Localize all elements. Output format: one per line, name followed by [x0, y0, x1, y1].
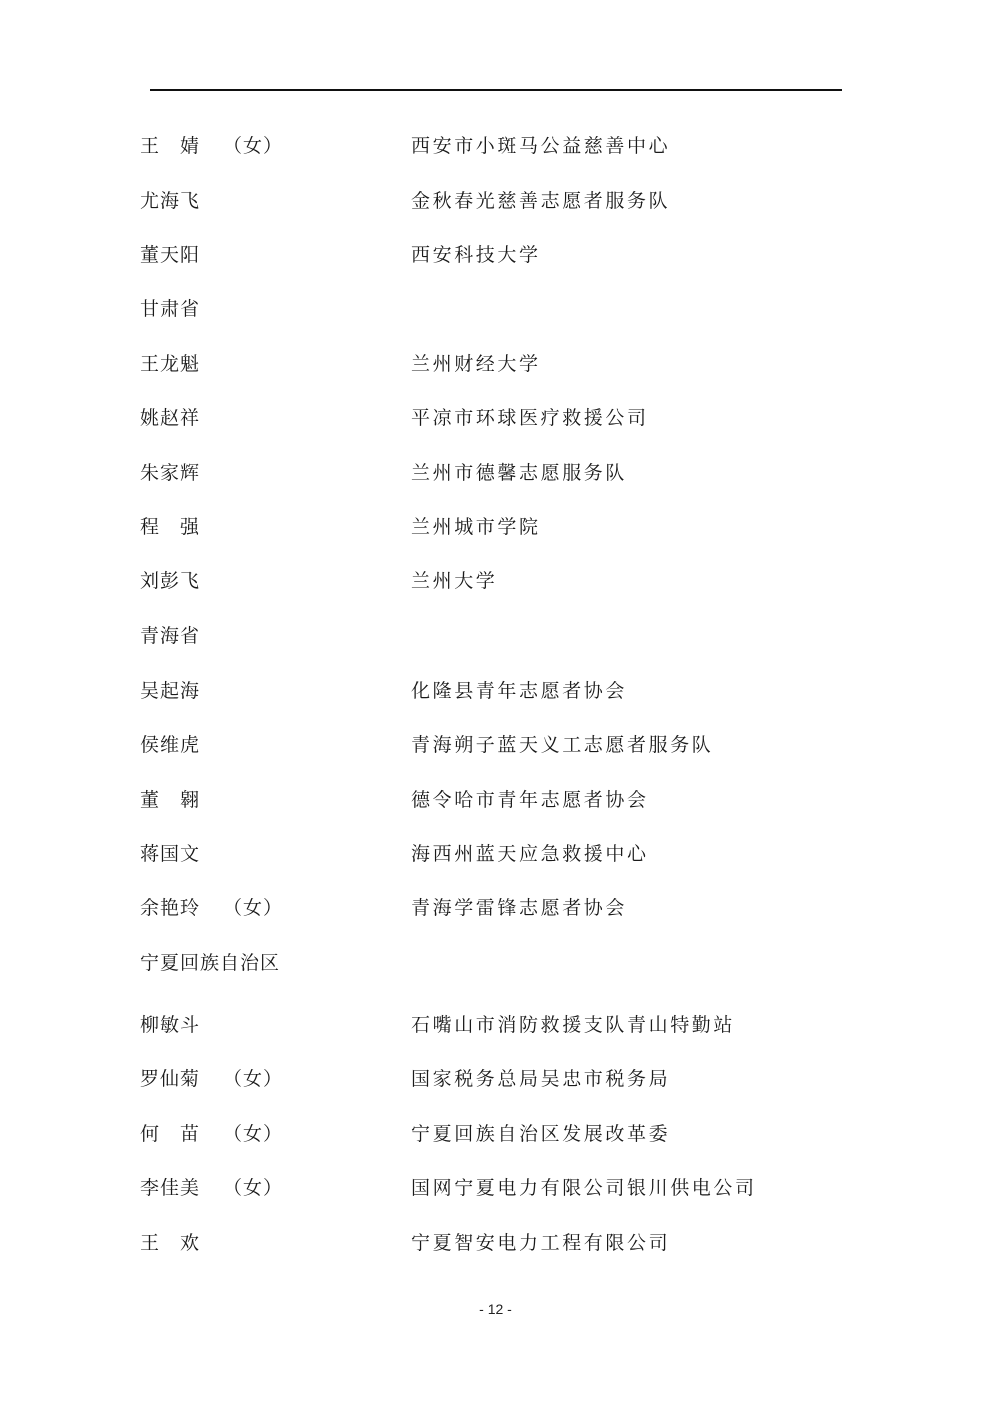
organization: 兰州市德馨志愿服务队: [411, 462, 628, 484]
organization: 西安科技大学: [411, 244, 541, 266]
gender-note: （女）: [223, 135, 284, 157]
organization: 兰州财经大学: [411, 353, 541, 375]
organization: 青海学雷锋志愿者协会: [411, 897, 628, 919]
person-name: 侯维虎: [140, 734, 201, 756]
organization: 兰州城市学院: [411, 516, 541, 538]
person-name: 何 苗: [140, 1123, 201, 1145]
person-name: 柳敏斗: [140, 1014, 201, 1036]
person-name: 王 欢: [140, 1232, 201, 1254]
organization: 金秋春光慈善志愿者服务队: [411, 190, 671, 212]
person-name: 王龙魁: [140, 353, 201, 375]
organization: 石嘴山市消防救援支队青山特勤站: [411, 1014, 736, 1036]
person-name: 余艳玲: [140, 897, 201, 919]
organization: 宁夏智安电力工程有限公司: [411, 1232, 671, 1254]
gender-note: （女）: [223, 1177, 284, 1199]
person-name: 吴起海: [140, 680, 201, 702]
organization: 国网宁夏电力有限公司银川供电公司: [411, 1177, 757, 1199]
gender-note: （女）: [223, 1123, 284, 1145]
person-name: 罗仙菊: [140, 1068, 201, 1090]
person-name: 朱家辉: [140, 462, 201, 484]
person-name: 刘彭飞: [140, 570, 201, 592]
organization: 德令哈市青年志愿者协会: [411, 789, 649, 811]
province-heading: 宁夏回族自治区: [140, 952, 281, 974]
organization: 兰州大学: [411, 570, 498, 592]
organization: 青海朔子蓝天义工志愿者服务队: [411, 734, 714, 756]
person-name: 李佳美: [140, 1177, 201, 1199]
organization: 化隆县青年志愿者协会: [411, 680, 628, 702]
organization: 海西州蓝天应急救援中心: [411, 843, 649, 865]
person-name: 王 婧: [140, 135, 201, 157]
header-rule: [150, 89, 842, 91]
page-number: - 12 -: [479, 1301, 512, 1317]
organization: 宁夏回族自治区发展改革委: [411, 1123, 671, 1145]
person-name: 姚赵祥: [140, 407, 201, 429]
province-heading: 甘肃省: [140, 298, 201, 320]
gender-note: （女）: [223, 897, 284, 919]
organization: 国家税务总局吴忠市税务局: [411, 1068, 671, 1090]
person-name: 蒋国文: [140, 843, 201, 865]
person-name: 董天阳: [140, 244, 201, 266]
person-name: 董 翱: [140, 789, 201, 811]
person-name: 程 强: [140, 516, 201, 538]
province-heading: 青海省: [140, 625, 201, 647]
person-name: 尤海飞: [140, 190, 201, 212]
organization: 平凉市环球医疗救援公司: [411, 407, 649, 429]
organization: 西安市小斑马公益慈善中心: [411, 135, 671, 157]
gender-note: （女）: [223, 1068, 284, 1090]
